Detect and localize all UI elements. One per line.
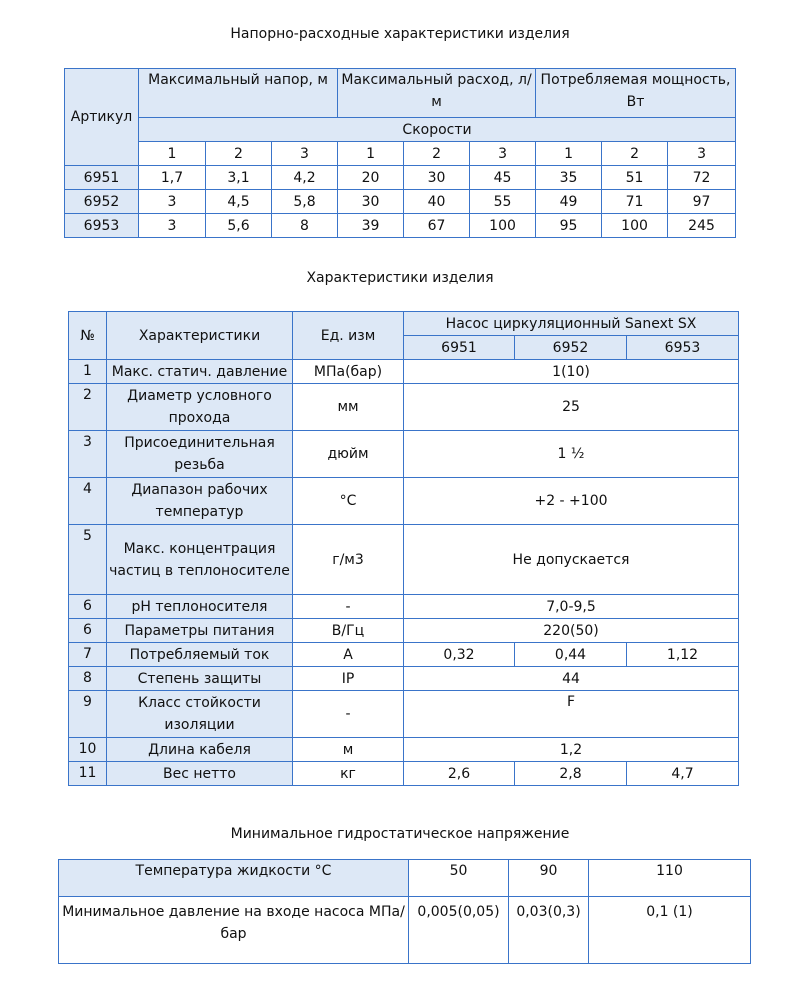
characteristic-name: Длина кабеля [107,738,293,762]
model-header-cell: 6952 [515,336,627,360]
row-number: 9 [69,691,107,738]
speed-header-cell: 2 [206,142,272,166]
value-cell: 44 [404,667,739,691]
min-pressure-value: 0,1 (1) [589,897,751,964]
table-row [69,643,739,667]
value-cell: 5,8 [272,190,338,214]
speed-header-cell: 1 [338,142,404,166]
unit-cell: - [293,691,404,738]
group-header-flow: Максимальный расход, л/м [338,69,536,118]
value-cell: 4,5 [206,190,272,214]
value-cell: 100 [470,214,536,238]
value-cell: 45 [470,166,536,190]
speed-header-cell: 2 [602,142,668,166]
value-cell: 40 [404,190,470,214]
temperature-value: 110 [589,860,751,897]
article-cell: 6952 [65,190,139,214]
table-row [65,166,736,190]
value-cell: 30 [404,166,470,190]
value-cell: 97 [668,190,736,214]
speed-header-cell: 3 [272,142,338,166]
speed-header-cell: 3 [470,142,536,166]
unit-cell: г/м3 [293,525,404,595]
characteristic-name: pH теплоносителя [107,595,293,619]
row-number: 6 [69,595,107,619]
value-cell: 49 [536,190,602,214]
table-row [65,214,736,238]
pressure-flow-table [64,68,736,238]
unit-cell: - [293,595,404,619]
temperature-label: Температура жидкости °С [59,860,409,897]
value-cell: 3 [139,190,206,214]
unit-cell: А [293,643,404,667]
row-number: 2 [69,384,107,431]
table-row [69,667,739,691]
value-cell: 55 [470,190,536,214]
unit-cell: дюйм [293,431,404,478]
temperature-value: 90 [509,860,589,897]
characteristic-name: Параметры питания [107,619,293,643]
value-cell: 245 [668,214,736,238]
value-cell: 0,32 [404,643,515,667]
row-number: 3 [69,431,107,478]
value-cell: 3 [139,214,206,238]
min-pressure-value: 0,03(0,3) [509,897,589,964]
table2-caption: Характеристики изделия [306,270,494,286]
value-cell: 100 [602,214,668,238]
characteristic-name: Потребляемый ток [107,643,293,667]
value-cell: 1 ½ [404,431,739,478]
row-number: 11 [69,762,107,786]
value-cell: 35 [536,166,602,190]
speeds-header: Скорости [139,118,736,142]
num-header: № [69,312,107,360]
model-header-cell: 6951 [404,336,515,360]
unit-header: Ед. изм [293,312,404,360]
value-cell: 2,8 [515,762,627,786]
unit-cell: мм [293,384,404,431]
model-header-cell: 6953 [627,336,739,360]
product-characteristics-table [68,311,739,786]
unit-cell: В/Гц [293,619,404,643]
speed-header-cell: 1 [139,142,206,166]
article-cell: 6953 [65,214,139,238]
value-cell: 4,2 [272,166,338,190]
table-row [69,619,739,643]
value-cell: 1,2 [404,738,739,762]
value-cell: 67 [404,214,470,238]
table-row [69,595,739,619]
table-row [65,190,736,214]
value-cell: 95 [536,214,602,238]
min-pressure-value: 0,005(0,05) [409,897,509,964]
article-header: Артикул [65,69,139,166]
row-number: 1 [69,360,107,384]
row-number: 5 [69,525,107,595]
row-number: 8 [69,667,107,691]
value-cell: 8 [272,214,338,238]
value-cell: 3,1 [206,166,272,190]
characteristic-name: Присоединительная резьба [107,431,293,478]
product-header: Насос циркуляционный Sanext SX [404,312,739,336]
characteristic-name: Макс. концентрация частиц в теплоносителе [107,525,293,595]
value-cell: 20 [338,166,404,190]
value-cell: F [404,691,739,738]
table-row [69,431,739,478]
unit-cell: МПа(бар) [293,360,404,384]
speed-header-cell: 1 [536,142,602,166]
row-number: 4 [69,478,107,525]
table-row [69,384,739,431]
table1-caption: Напорно-расходные характеристики изделия [230,26,570,42]
table-row [69,360,739,384]
characteristic-name: Степень защиты [107,667,293,691]
speed-header-cell: 3 [668,142,736,166]
value-cell: 0,44 [515,643,627,667]
value-cell: 1(10) [404,360,739,384]
temperature-value: 50 [409,860,509,897]
value-cell: 4,7 [627,762,739,786]
unit-cell: °С [293,478,404,525]
value-cell: 2,6 [404,762,515,786]
characteristic-name: Класс стойкости изоляции [107,691,293,738]
value-cell: 71 [602,190,668,214]
value-cell: 39 [338,214,404,238]
group-header-pressure: Максимальный напор, м [139,69,338,118]
value-cell: Не допускается [404,525,739,595]
unit-cell: кг [293,762,404,786]
table3-caption: Минимальное гидростатическое напряжение [230,826,570,842]
value-cell: +2 - +100 [404,478,739,525]
speed-header-cell: 2 [404,142,470,166]
table-row [69,762,739,786]
value-cell: 1,12 [627,643,739,667]
table-row [69,478,739,525]
characteristic-name: Макс. статич. давление [107,360,293,384]
row-number: 10 [69,738,107,762]
characteristic-name: Диапазон рабочих температур [107,478,293,525]
unit-cell: м [293,738,404,762]
table-row [69,691,739,738]
value-cell: 1,7 [139,166,206,190]
min-pressure-table [58,859,751,964]
value-cell: 72 [668,166,736,190]
row-number: 7 [69,643,107,667]
row-number: 6 [69,619,107,643]
value-cell: 220(50) [404,619,739,643]
characteristic-name: Диаметр условного прохода [107,384,293,431]
characteristic-name: Вес нетто [107,762,293,786]
min-inlet-pressure-label: Минимальное давление на входе насоса МПа/бар [59,897,409,964]
group-header-power: Потребляемая мощность, Вт [536,69,736,118]
unit-cell: IP [293,667,404,691]
table-row [69,525,739,595]
value-cell: 51 [602,166,668,190]
table-row [69,738,739,762]
value-cell: 7,0-9,5 [404,595,739,619]
value-cell: 25 [404,384,739,431]
article-cell: 6951 [65,166,139,190]
characteristic-header: Характеристики [107,312,293,360]
value-cell: 5,6 [206,214,272,238]
value-cell: 30 [338,190,404,214]
